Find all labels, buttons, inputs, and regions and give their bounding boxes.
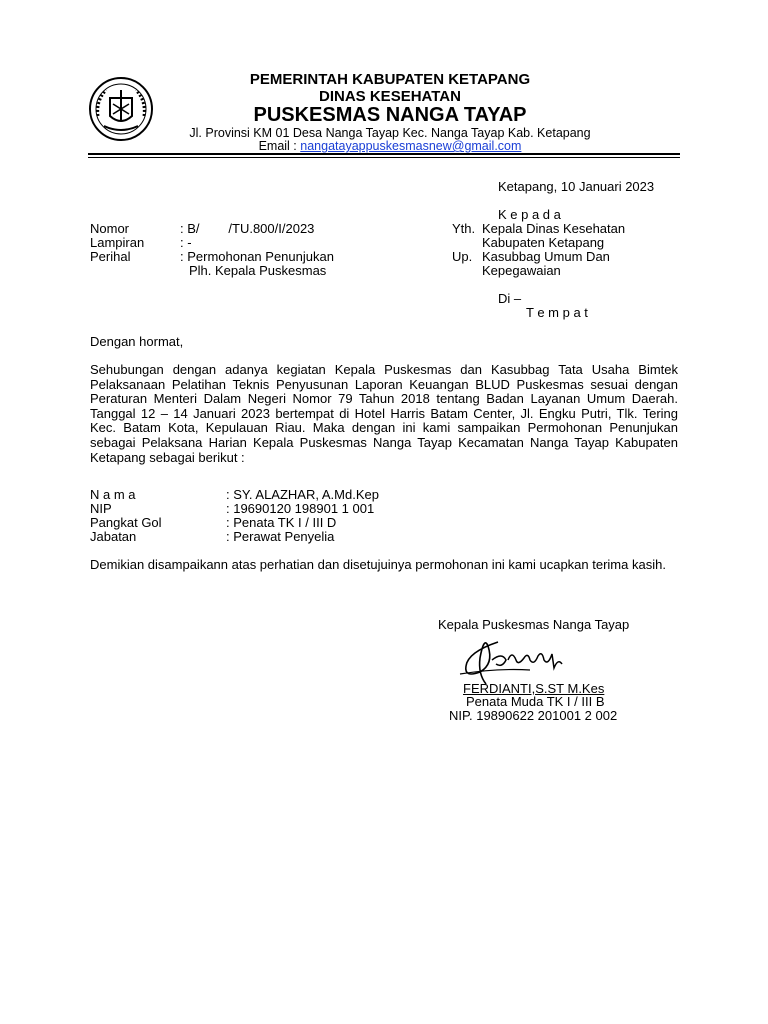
detail-label-jabatan: Jabatan <box>90 529 137 544</box>
letterhead-rule-thick <box>88 153 680 155</box>
perihal-value-line1: : Permohonan Penunjukan <box>180 249 334 264</box>
detail-value-nip: : 19690120 198901 1 001 <box>226 501 375 516</box>
detail-value-jabatan: : Perawat Penyelia <box>226 529 335 544</box>
attention-line1: Kasubbag Umum Dan <box>482 249 610 264</box>
kepada-label: K e p a d a <box>498 207 561 222</box>
detail-label-nama: N a m a <box>90 487 136 502</box>
salutation: Dengan hormat, <box>90 334 184 349</box>
letterhead-department: DINAS KESEHATAN <box>319 88 461 105</box>
detail-label-nip: NIP <box>90 501 112 516</box>
letterhead-government: PEMERINTAH KABUPATEN KETAPANG <box>249 71 531 88</box>
recipient-line2: Kabupaten Ketapang <box>482 235 605 250</box>
signatory-nip: NIP. 19890622 201001 2 002 <box>449 708 618 723</box>
nomor-label: Nomor <box>90 221 130 236</box>
main-paragraph: Sehubungan dengan adanya kegiatan Kepala Puskesmas dan Kasubbag Tata Usaha Bimtek Pelaksanaan Pelatihan Teknis Penyusunan Laporan Keuangan BLUD Puskesmas sesuai dengan Peraturan Menteri Dalam Negeri Nomor 79 Tahun 2018 tentang Badan Layanan Umum Daerah. Tanggal 12 – 14 Januari 2023 bertempat di Hotel Harris Batam Center, Jl. Engku Putri, Tlk. Tering Kec. Batam Kota, Kepulauan Riau. Maka dengan ini kami sampaikan Permohonan Penunjukan sebagai Pelaksana Harian Kepala Puskesmas Nanga Tayap Kecamatan Nanga Tayap Kabupaten Ketapang sebagai berikut : <box>90 362 678 465</box>
letterhead-rule-thin <box>88 157 680 158</box>
letter-date: Ketapang, 10 Januari 2023 <box>498 179 655 194</box>
closing-paragraph: Demikian disampaikann atas perhatian dan disetujuinya permohonan ini kami ucapkan terima kasih. <box>90 557 666 572</box>
signatory-title: Kepala Puskesmas Nanga Tayap <box>438 617 630 632</box>
letterhead-email-line <box>160 139 620 153</box>
signatory-rank: Penata Muda TK I / III B <box>466 694 605 709</box>
letterhead-institution: PUSKESMAS NANGA TAYAP <box>253 104 527 126</box>
detail-value-nama: : SY. ALAZHAR, A.Md.Kep <box>226 487 379 502</box>
email-link[interactable]: nangatayappuskesmasnew@gmail.com <box>300 139 522 153</box>
lampiran-value: : - <box>180 235 192 250</box>
nomor-value: : B/ /TU.800/I/2023 <box>180 221 315 236</box>
perihal-value-line2: Plh. Kepala Puskesmas <box>189 263 327 278</box>
recipient-line1: Kepala Dinas Kesehatan <box>482 221 626 236</box>
attention-line2: Kepegawaian <box>482 263 561 278</box>
detail-value-pangkat: : Penata TK I / III D <box>226 515 337 530</box>
signatory-name: FERDIANTI,S.ST M.Kes <box>463 681 605 696</box>
yth-label: Yth. <box>452 221 476 236</box>
tempat-label: T e m p a t <box>526 305 588 320</box>
up-label: Up. <box>452 249 473 264</box>
regency-emblem-icon <box>88 76 154 142</box>
detail-label-pangkat: Pangkat Gol <box>90 515 162 530</box>
letterhead-address: Jl. Provinsi KM 01 Desa Nanga Tayap Kec. Nanga Tayap Kab. Ketapang <box>189 126 591 140</box>
di-label: Di – <box>498 291 522 306</box>
email-label: Email : <box>258 139 301 153</box>
lampiran-label: Lampiran <box>90 235 145 250</box>
perihal-label: Perihal <box>90 249 131 264</box>
